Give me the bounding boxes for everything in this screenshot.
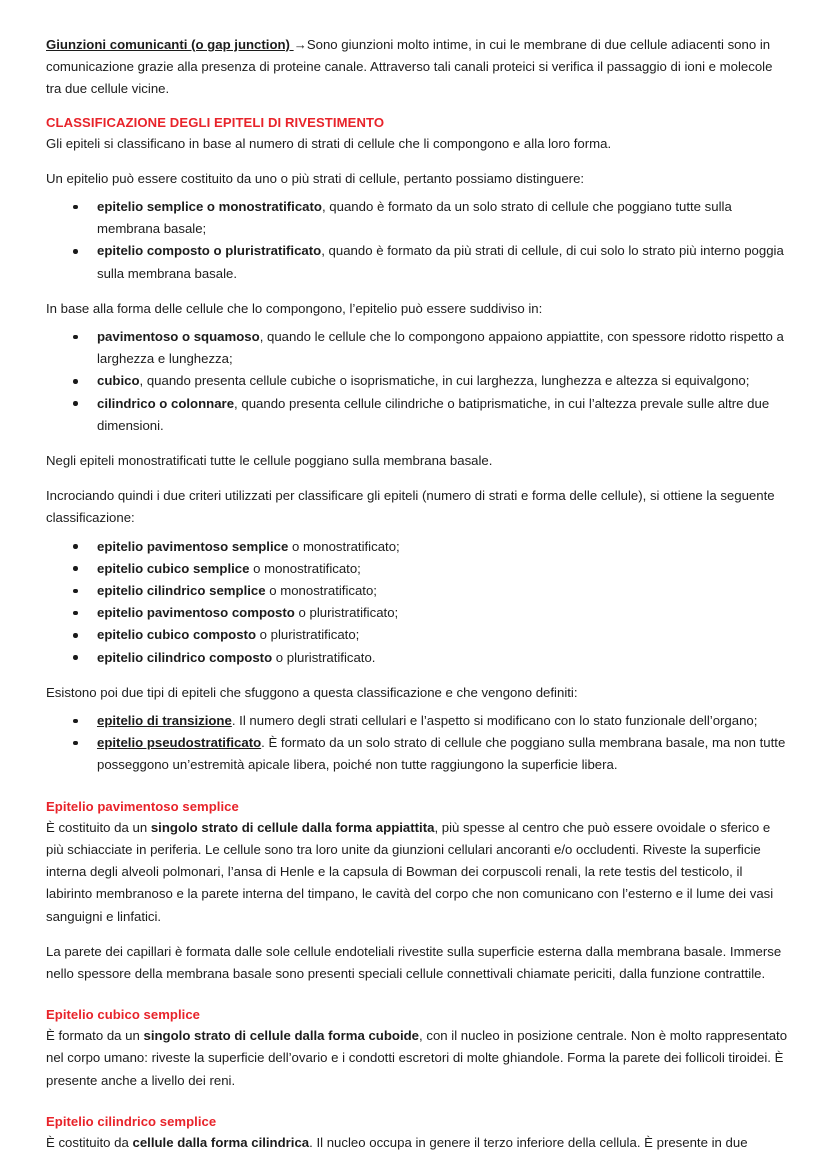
list-item-term: epitelio cilindrico composto xyxy=(97,649,273,665)
intro-term: Giunzioni comunicanti (o gap junction) xyxy=(46,37,294,52)
list-item xyxy=(46,370,790,392)
list-item xyxy=(46,558,790,580)
intro-text: Sono giunzioni molto intime, in cui le membrane di due cellule adiacenti sono in comunicazione grazie alla presenza di proteine canale. Attraverso tali canali proteici si verifica il passaggio di ioni e molecole tra due cellule vicine. xyxy=(46,37,773,97)
text-segment: È costituito da xyxy=(46,1134,133,1150)
intro-forma: In base alla forma delle cellule che lo compongono, l’epitelio può essere suddiviso in: xyxy=(46,300,543,316)
incrociando-paragraph: Incrociando quindi i due criteri utilizzati per classificare gli epiteli (numero di strati e forma delle cellule), si ottiene la seguente classificazione: xyxy=(46,488,775,526)
list-item-term: epitelio cilindrico semplice xyxy=(97,583,266,599)
list-item-text: , quando le cellule che lo compongono appaiono appiattite, con spessore ridotto rispetto a larghezza e lunghezza; xyxy=(97,329,784,367)
heading-epitelio-cubico: Epitelio cubico semplice xyxy=(46,1007,201,1023)
list-item xyxy=(46,580,790,602)
list-item xyxy=(46,710,790,732)
spacer xyxy=(46,101,790,113)
list-item xyxy=(46,240,790,284)
cilindrico-paragraph-1 xyxy=(46,1132,790,1154)
list-item xyxy=(46,732,790,776)
list-item-term: epitelio semplice o monostratificato xyxy=(97,199,322,215)
text-segment: , più spesse al centro che può essere ovoidale o sferico e più schiacciate in periferia. Le cellule sono tra loro unite da giunzioni cellulari ancoranti e/o occludenti. Riveste la superficie interna degli alveoli polmonari, l’ansa di Henle e la capsula di Bowman dei corpuscoli renali, la rete testis del testicolo, il labirinto membranoso e la parete interna del timpano, le cavità del corpo che non comunicano con l’esterno e il lume dei vasi sanguigni e linfatici. xyxy=(46,819,774,924)
emphasis-term: singolo strato di cellule dalla forma appiattita xyxy=(150,819,435,835)
esistono-poi-paragraph: Esistono poi due tipi di epiteli che sfuggono a questa classificazione e che vengono definiti: xyxy=(46,684,578,700)
intro-strati: Un epitelio può essere costituito da uno o più strati di cellule, pertanto possiamo distinguere: xyxy=(46,170,585,186)
bullet-icon xyxy=(73,589,78,594)
bullet-icon xyxy=(73,401,78,406)
list-item-term: epitelio cubico semplice xyxy=(97,560,250,576)
classificazione-list xyxy=(46,536,790,669)
bullet-icon xyxy=(73,205,78,210)
bullet-icon xyxy=(73,335,78,340)
cubico-paragraph-1 xyxy=(46,1025,790,1092)
emphasis-term: singolo strato di cellule dalla forma cuboide xyxy=(143,1028,420,1044)
monostratificati-note: Negli epiteli monostratificati tutte le cellule poggiano sulla membrana basale. xyxy=(46,453,493,469)
list-item-term: epitelio pavimentoso semplice xyxy=(97,538,289,554)
list-item-term: epitelio pavimentoso composto xyxy=(97,605,295,621)
spacer xyxy=(46,790,790,797)
intro-paragraph xyxy=(46,34,790,101)
list-item-text: . È formato da un solo strato di cellule che poggiano sulla membrana basale, ma non tutte posseggono un’estremità apicale libera, poiché non tutte raggiungono la superficie libera. xyxy=(97,735,786,773)
list-item-term: epitelio di transizione xyxy=(97,713,232,729)
list-item xyxy=(46,196,790,240)
text-segment: . Il nucleo occupa in genere il terzo inferiore della cellula. È presente in due xyxy=(309,1134,748,1150)
list-item-term: cilindrico o colonnare xyxy=(97,395,235,411)
classificazione-lead: Gli epiteli si classificano in base al numero di strati di cellule che li compongono e alla loro forma. xyxy=(46,135,612,151)
heading-epitelio-pavimentoso: Epitelio pavimentoso semplice xyxy=(46,798,239,814)
bullet-icon xyxy=(73,379,78,384)
text-segment: È costituito da un xyxy=(46,819,151,835)
heading-classificazione: CLASSIFICAZIONE DEGLI EPITELI DI RIVESTIMENTO xyxy=(46,114,385,130)
list-item xyxy=(46,326,790,370)
pavimentoso-paragraph-2: La parete dei capillari è formata dalle sole cellule endoteliali rivestite sulla superficie esterna dalla membrana basale. Immerse nello spessore della membrana basale sono presenti speciali cellule connettivali chiamate periciti, dalla funzione contrattile. xyxy=(46,943,782,981)
list-item-text: o monostratificato; xyxy=(249,560,361,576)
list-item-term: epitelio composto o pluristratificato xyxy=(97,243,322,259)
list-item xyxy=(46,647,790,669)
list-item-text: o pluristratificato; xyxy=(294,605,399,621)
pavimentoso-paragraph-1 xyxy=(46,817,790,928)
list-item-text: , quando è formato da più strati di cellule, di cui solo lo strato più interno poggia sulla membrana basale. xyxy=(97,243,784,281)
list-item-term: epitelio pseudostratificato xyxy=(97,735,262,751)
list-item xyxy=(46,624,790,646)
list-item-term: pavimentoso o squamoso xyxy=(97,329,260,345)
forma-list xyxy=(46,326,790,437)
text-segment: , con il nucleo in posizione centrale. Non è molto rappresentato nel corpo umano: riveste la superficie dell’ovario e i condotti escretori di molte ghiandole. Forma la parete dei follicoli tiroidei. È presente anche a livello dei reni. xyxy=(46,1028,788,1088)
spacer xyxy=(46,998,790,1005)
list-item xyxy=(46,393,790,437)
bullet-icon xyxy=(73,249,78,254)
text-segment: È formato da un xyxy=(46,1028,144,1044)
special-epiteli-list xyxy=(46,710,790,777)
heading-epitelio-cilindrico: Epitelio cilindrico semplice xyxy=(46,1113,217,1129)
list-item-text: o pluristratificato; xyxy=(256,627,360,643)
bullet-icon xyxy=(73,719,78,724)
list-item xyxy=(46,602,790,624)
bullet-icon xyxy=(73,566,78,571)
bullet-icon xyxy=(73,544,78,549)
list-item-text: , quando presenta cellule cubiche o isoprismatiche, in cui larghezza, lunghezza e altezza si equivalgono; xyxy=(139,373,750,389)
spacer xyxy=(46,1105,790,1112)
bullet-icon xyxy=(73,655,78,660)
arrow-right-icon: → xyxy=(293,37,307,52)
strati-list xyxy=(46,196,790,285)
list-item-text: o monostratificato; xyxy=(265,583,377,599)
list-item xyxy=(46,536,790,558)
list-item-text: o pluristratificato. xyxy=(272,649,376,665)
list-item-text: o monostratificato; xyxy=(288,538,400,554)
list-item-term: cubico xyxy=(97,373,140,389)
bullet-icon xyxy=(73,741,78,746)
list-item-text: , quando è formato da un solo strato di cellule che poggiano tutte sulla membrana basale; xyxy=(97,199,732,237)
list-item-term: epitelio cubico composto xyxy=(97,627,256,643)
bullet-icon xyxy=(73,611,78,616)
list-item-text: , quando presenta cellule cilindriche o batiprismatiche, in cui l’altezza prevale sulle altre due dimensioni. xyxy=(97,395,770,433)
emphasis-term: cellule dalla forma cilindrica xyxy=(132,1134,310,1150)
list-item-text: . Il numero degli strati cellulari e l’aspetto si modificano con lo stato funzionale dell’organo; xyxy=(231,713,758,729)
bullet-icon xyxy=(73,633,78,638)
